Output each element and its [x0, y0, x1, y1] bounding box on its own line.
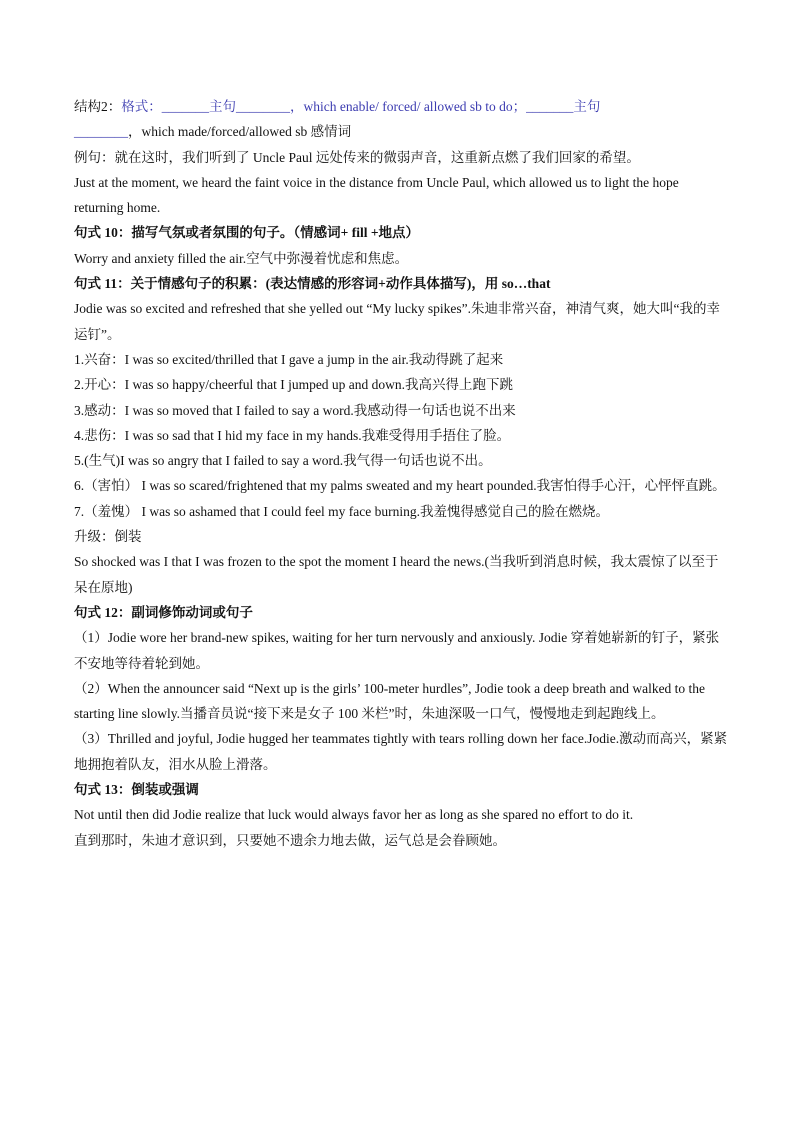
structure2-format-rest: ，which made/forced/allowed sb 感情词 — [128, 124, 352, 140]
pattern13-chinese: 直到那时，朱迪才意识到，只要她不遗余力地去做，运气总是会眷顾她。 — [74, 832, 506, 848]
pattern10-heading: 句式 10：描写气氛或者氛围的句子。（情感词+ fill +地点） — [74, 225, 420, 241]
pattern10-text: Worry and anxiety filled the air.空气中弥漫着忧虑和焦虑。 — [74, 250, 409, 266]
example-english: Just at the moment, we heard the faint voice in the distance from Uncle Paul, which allowed us to light the hope returning home. — [74, 174, 679, 216]
pattern11-item: 5.(生气)I was so angry that I failed to say a word.我气得一句话也说不出。 — [74, 453, 492, 469]
pattern11-item: 6.（害怕） I was so scared/frightened that my palms sweated and my heart pounded.我害怕得手心汗，心怦怦直跳。 — [74, 478, 726, 494]
pattern11-item: 7.（羞愧） I was so ashamed that I could feel my face burning.我羞愧得感觉自己的脸在燃烧。 — [74, 503, 610, 519]
structure2-format-line2 — [74, 119, 730, 144]
pattern11-heading: 句式 11：关于情感句子的积累：(表达情感的形容词+动作具体描写)，用 so…that — [74, 276, 551, 292]
pattern12-item: （2）When the announcer said “Next up is the girls’ 100-meter hurdles”, Jodie took a deep breath and walked to the starting line slowly.当播音员说“接下来是女子 100 米栏”时，朱迪深吸一口气，慢慢地走到起跑线上。 — [74, 680, 706, 722]
pattern11-upgrade-text: So shocked was I that I was frozen to the spot the moment I heard the news.(当我听到消息时候，我太震惊了以至于呆在原地) — [74, 554, 719, 595]
pattern12-heading: 句式 12：副词修饰动词或句子 — [74, 604, 253, 620]
pattern11-intro: Jodie was so excited and refreshed that she yelled out “My lucky spikes”.朱迪非常兴奋，神清气爽，她大叫“我的幸运钉”。 — [74, 301, 721, 342]
pattern11-upgrade-label: 升级：倒装 — [74, 529, 142, 545]
pattern11-item: 4.悲伤：I was so sad that I hid my face in my hands.我难受得用手捂住了脸。 — [74, 427, 511, 443]
pattern12-item: （1）Jodie wore her brand-new spikes, waiting for her turn nervously and anxiously. Jodie 穿着她崭新的钉子，紧张不安地等待着轮到她。 — [74, 630, 720, 671]
pattern11-item: 2.开心：I was so happy/cheerful that I jumped up and down.我高兴得上跑下跳 — [74, 377, 514, 393]
pattern13-heading: 句式 13：倒装或强调 — [74, 782, 199, 798]
structure2-blank: ________ — [74, 124, 128, 140]
example-chinese: 例句：就在这时，我们听到了 Uncle Paul 远处传来的微弱声音，这重新点燃了我们回家的希望。 — [74, 149, 640, 165]
pattern12-item: （3）Thrilled and joyful, Jodie hugged her teammates tightly with tears rolling down her face.Jodie.激动而高兴，紧紧地拥抱着队友，泪水从脸上滑落。 — [74, 731, 728, 772]
pattern11-item: 3.感动：I was so moved that I failed to say a word.我感动得一句话也说不出来 — [74, 402, 516, 418]
pattern13-english: Not until then did Jodie realize that luck would always favor her as long as she spared no effort to do it. — [74, 807, 634, 823]
pattern11-item: 1.兴奋：I was so excited/thrilled that I gave a jump in the air.我动得跳了起来 — [74, 351, 504, 367]
structure2-format-text: 格式：_______主句________，which enable/ forced/ allowed sb to do；_______主句 — [121, 99, 601, 114]
structure2-format-line1 — [74, 94, 730, 119]
structure2-label: 结构2： — [74, 99, 122, 114]
